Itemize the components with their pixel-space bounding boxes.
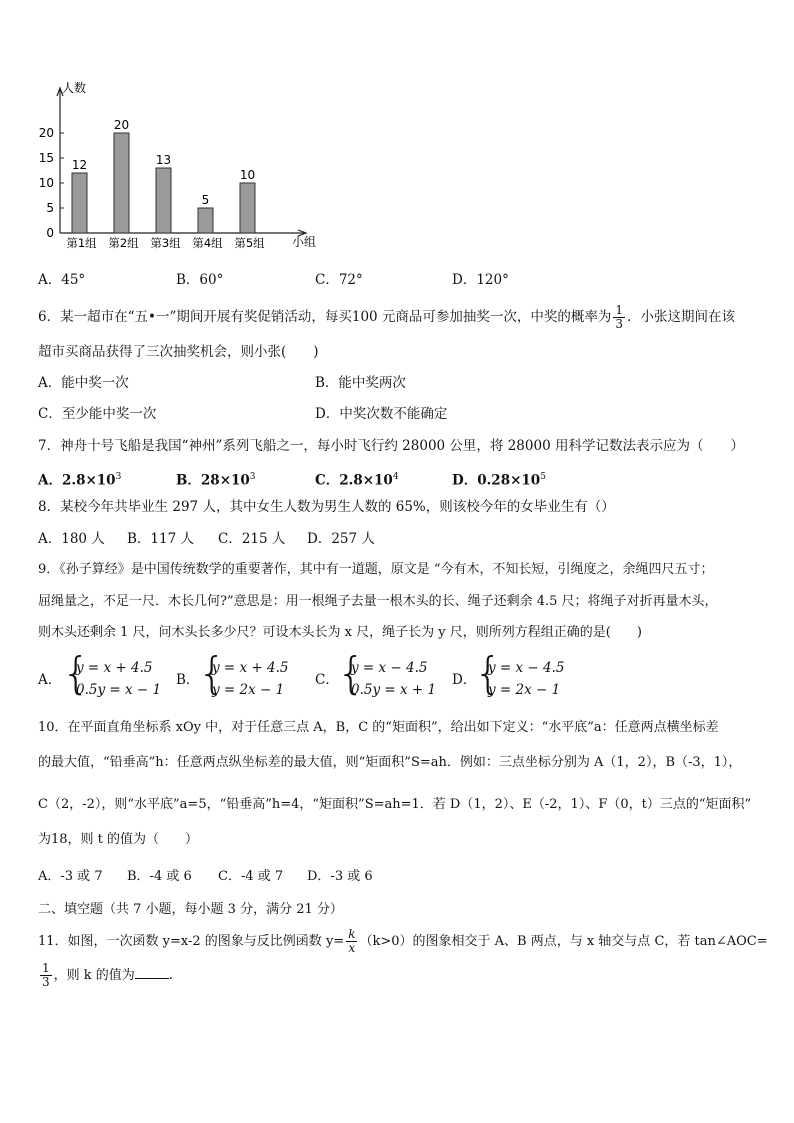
q9-option-c-label: C． bbox=[315, 672, 339, 688]
q6-stem-line1: 6．某一超市在“五•一”期间开展有奖促销活动，每买100 元商品可参加抽奖一次，中奖的概率为 $\frac{1}{3}$ ．小张这期间在该 bbox=[38, 303, 736, 331]
bar-value-label: 13 bbox=[155, 153, 172, 167]
q10-stem-line4: 为18，则 t 的值为（ ） bbox=[38, 832, 199, 847]
q9-stem-line1: 9．《孙子算经》是中国传统数学的重要著作，其中有一道题，原文是 “今有木，不知长短，引绳度之，余绳四尺五寸； bbox=[38, 562, 714, 577]
y-axis-label: 人数 bbox=[62, 81, 87, 95]
answer-blank[interactable] bbox=[135, 964, 169, 979]
x-tick-label: 第4组 bbox=[192, 236, 223, 250]
q9-option-b-system: { y = x + 4.5 y = 2x − 1 bbox=[198, 648, 289, 699]
bar-chart bbox=[30, 78, 330, 258]
y-tick-label: 20 bbox=[38, 126, 54, 140]
q9-option-a-system: { y = x + 4.5 0.5y = x − 1 bbox=[62, 648, 162, 699]
q6-option-b: B．能中奖两次 bbox=[315, 375, 406, 391]
q7-option-b: B．$28\times 10^3$ bbox=[176, 472, 256, 489]
q9-option-c-system: { y = x − 4.5 0.5y = x + 1 bbox=[337, 648, 437, 699]
q9-stem-line3: 则木头还剩余 1 尺，问木头长多少尺？可设木头长为 x 尺，绳子长为 y 尺，则所列方程组正确的是( ) bbox=[38, 625, 642, 640]
bar bbox=[114, 133, 129, 233]
bar bbox=[240, 183, 255, 233]
q5-option-b: B．60° bbox=[176, 272, 224, 288]
bar bbox=[72, 173, 87, 233]
q7-option-c: C．$2.8\times 10^4$ bbox=[315, 472, 399, 489]
x-tick-label: 第5组 bbox=[234, 236, 265, 250]
q6-option-a: A．能中奖一次 bbox=[38, 375, 129, 391]
q7-stem: 7．神舟十号飞船是我国“神州”系列飞船之一，每小时飞行约 28000 公里，将 28000 用科学记数法表示应为（ ） bbox=[38, 438, 744, 454]
q10-option-b: B．-4 或 6 bbox=[127, 869, 192, 884]
bar-value-label: 20 bbox=[113, 118, 130, 132]
q8-option-d: D．257 人 bbox=[307, 531, 375, 547]
q10-option-a: A．-3 或 7 bbox=[38, 869, 103, 884]
bar bbox=[198, 208, 213, 233]
q9-option-d-system: { y = x − 4.5 y = 2x − 1 bbox=[474, 648, 565, 699]
bar-value-label: 10 bbox=[239, 168, 256, 182]
x-tick-label: 第2组 bbox=[108, 236, 139, 250]
q9-option-b-label: B． bbox=[176, 672, 200, 688]
q10-stem-line3: C（2，-2），则“水平底”a=5，“铅垂高”h=4，“矩面积”S=ah=1．若 D（1，2）、E（-2，1）、F（0，t）三点的“矩面积” bbox=[38, 797, 752, 812]
q7-option-d: D．$0.28\times 10^5$ bbox=[452, 472, 546, 489]
bar-value-label: 12 bbox=[71, 158, 88, 172]
x-axis-label: 小组 bbox=[292, 235, 317, 249]
q9-option-d-label: D． bbox=[452, 672, 477, 688]
q10-option-c: C．-4 或 7 bbox=[218, 869, 284, 884]
section-title: 二、填空题（共 7 小题，每小题 3 分，满分 21 分） bbox=[38, 902, 343, 917]
q7-option-a: A．$2.8\times 10^3$ bbox=[38, 472, 122, 489]
q11-stem-line1: 11．如图，一次函数 y=x-2 的图象与反比例函数 y= $\frac{k}{x}$ （k>0）的图象相交于 A、B 两点，与 x 轴交与点 C，若 tan∠AOC= bbox=[38, 927, 768, 955]
q5-option-c: C．72° bbox=[315, 272, 363, 288]
q10-stem-line2: 的最大值，“铅垂高”h：任意两点纵坐标差的最大值，则“矩面积”S=ah．例如：三点坐标分别为 A（1，2），B（-3，1）， bbox=[38, 755, 742, 770]
q9-stem-line2: 屈绳量之，不足一尺．木长几何?”意思是：用一根绳子去量一根木头的长、绳子还剩余 4.5 尺；将绳子对折再量木头， bbox=[38, 594, 718, 609]
q8-option-a: A．180 人 bbox=[38, 531, 105, 547]
y-tick-label: 15 bbox=[38, 151, 54, 165]
q6-option-c: C．至少能中奖一次 bbox=[38, 406, 157, 422]
q8-option-b: B．117 人 bbox=[127, 531, 194, 547]
q5-option-a: A．45° bbox=[38, 272, 86, 288]
y-tick-label: 5 bbox=[46, 201, 54, 215]
q10-option-d: D．-3 或 6 bbox=[307, 869, 373, 884]
q10-stem-line1: 10．在平面直角坐标系 xOy 中，对于任意三点 A，B，C 的“矩面积”，给出如下定义：“水平底”a：任意两点横坐标差 bbox=[38, 720, 719, 735]
q8-stem: 8．某校今年共毕业生 297 人，其中女生人数为男生人数的 65%，则该校今年的女毕业生有（） bbox=[38, 499, 615, 515]
bar bbox=[156, 168, 171, 233]
y-tick-label: 0 bbox=[46, 226, 54, 240]
q11-stem-line2: $\frac{1}{3}$ ，则 k 的值为 . bbox=[42, 961, 173, 989]
q9-option-a-label: A． bbox=[38, 672, 62, 688]
q5-option-d: D．120° bbox=[452, 272, 509, 288]
q8-option-c: C．215 人 bbox=[218, 531, 286, 547]
q6-stem-line2: 超市买商品获得了三次抽奖机会，则小张( ) bbox=[38, 344, 319, 360]
bar-value-label: 5 bbox=[201, 193, 210, 207]
x-tick-label: 第1组 bbox=[66, 236, 97, 250]
q6-option-d: D．中奖次数不能确定 bbox=[315, 406, 448, 422]
y-tick-label: 10 bbox=[38, 176, 54, 190]
x-tick-label: 第3组 bbox=[150, 236, 181, 250]
